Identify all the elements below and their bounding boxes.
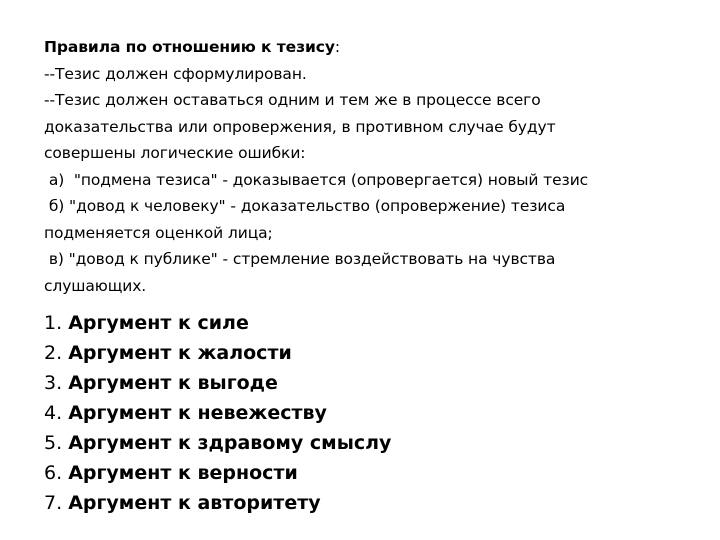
argument-item [44, 458, 694, 488]
argument-number: 2. [44, 342, 63, 364]
argument-item [44, 428, 694, 458]
argument-number: 1. [44, 312, 63, 334]
rule-line: подменяется оценкой лица; [44, 223, 273, 242]
argument-label: Аргумент к выгоде [68, 372, 278, 394]
argument-number: 7. [44, 492, 63, 514]
rule-line: б) "довод к человеку" - доказательство (опровержение) тезиса [44, 197, 566, 215]
rules-heading-colon: : [334, 38, 340, 56]
argument-label: Аргумент к силе [68, 312, 249, 334]
argument-item [44, 488, 694, 518]
rule-line: совершены логические ошибки: [44, 144, 306, 162]
arguments-list [44, 308, 694, 518]
rule-line: --Тезис должен сформулирован. [44, 64, 307, 83]
rule-line: --Тезис должен оставаться одним и тем же в процессе всего [44, 91, 541, 109]
rule-line: слушающих. [44, 276, 147, 295]
argument-label: Аргумент к жалости [68, 342, 292, 364]
argument-label: Аргумент к авторитету [68, 492, 321, 514]
rules-block [44, 34, 694, 299]
argument-item [44, 308, 694, 338]
rules-heading-title: Правила по отношению к тезису [44, 38, 335, 56]
slide-content [44, 34, 694, 518]
rule-line: в) "довод к публике" - стремление воздействовать на чувства [44, 250, 556, 268]
rule-line: а) "подмена тезиса" - доказывается (опровергается) новый тезис [44, 170, 589, 189]
argument-item [44, 338, 694, 368]
argument-item [44, 398, 694, 428]
argument-number: 5. [44, 432, 63, 454]
argument-label: Аргумент к невежеству [68, 402, 327, 424]
argument-item [44, 368, 694, 398]
argument-number: 4. [44, 402, 63, 424]
argument-number: 3. [44, 372, 63, 394]
argument-label: Аргумент к верности [68, 462, 298, 484]
argument-number: 6. [44, 462, 63, 484]
rules-heading [44, 34, 694, 61]
argument-label: Аргумент к здравому смыслу [68, 432, 392, 454]
rule-line: доказательства или опровержения, в противном случае будут [44, 117, 556, 136]
